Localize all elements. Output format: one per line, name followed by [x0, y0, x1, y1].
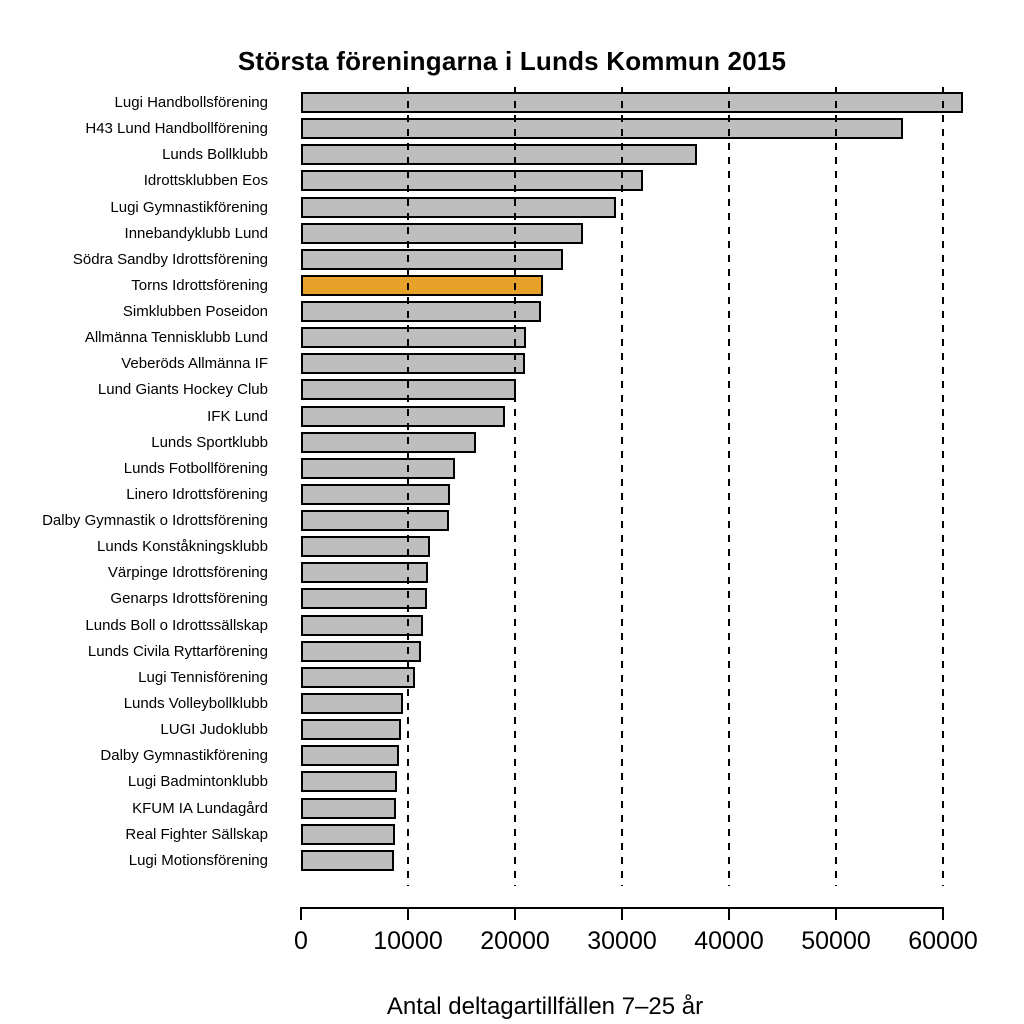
x-tick-label: 10000 — [373, 927, 443, 955]
gridline-40000 — [728, 87, 730, 886]
category-label: Lugi Badmintonklubb — [127, 773, 268, 790]
category-label: Dalby Gymnastikförening — [100, 747, 268, 764]
bar — [301, 693, 403, 714]
chart-title: Största föreningarna i Lunds Kommun 2015 — [237, 46, 787, 76]
bar — [301, 641, 421, 662]
x-tick — [835, 908, 837, 920]
gridline-60000 — [942, 87, 944, 886]
category-label: Lunds Fotbollförening — [123, 460, 268, 477]
category-label: Innebandyklubb Lund — [124, 225, 268, 242]
gridline-20000 — [514, 87, 516, 886]
category-label: Södra Sandby Idrottsförening — [72, 251, 268, 268]
bar — [301, 824, 395, 845]
category-label: Veberöds Allmänna IF — [121, 355, 268, 372]
bar — [301, 798, 396, 819]
category-label: Lunds Konståkningsklubb — [97, 538, 268, 555]
category-label: Värpinge Idrottsförening — [107, 564, 268, 581]
bar — [301, 249, 563, 270]
bar — [301, 719, 401, 740]
category-label: Real Fighter Sällskap — [125, 826, 268, 843]
bar — [301, 118, 903, 139]
bar — [301, 615, 423, 636]
bar — [301, 92, 963, 113]
category-label: H43 Lund Handbollförening — [85, 120, 268, 137]
category-label: Lugi Tennisförening — [138, 669, 268, 686]
x-tick — [300, 908, 302, 920]
bar — [301, 458, 455, 479]
bar — [301, 406, 505, 427]
bar — [301, 223, 583, 244]
x-tick-label: 40000 — [694, 927, 764, 955]
x-tick — [514, 908, 516, 920]
bar — [301, 432, 476, 453]
gridline-30000 — [621, 87, 623, 886]
category-label: IFK Lund — [207, 408, 268, 425]
category-label: Lugi Handbollsförening — [114, 94, 268, 111]
bar — [301, 484, 450, 505]
category-label: Lunds Bollklubb — [162, 146, 268, 163]
category-label: Simklubben Poseidon — [122, 303, 268, 320]
gridline-10000 — [407, 87, 409, 886]
x-tick — [942, 908, 944, 920]
x-tick-label: 20000 — [480, 927, 550, 955]
category-label: Lunds Volleybollklubb — [123, 695, 268, 712]
category-label: KFUM IA Lundagård — [132, 800, 268, 817]
x-tick-label: 50000 — [801, 927, 871, 955]
bar — [301, 327, 526, 348]
bar — [301, 170, 643, 191]
category-label: Lugi Gymnastikförening — [110, 199, 268, 216]
bar — [301, 771, 397, 792]
category-label: Lund Giants Hockey Club — [97, 381, 268, 398]
bar — [301, 144, 697, 165]
x-tick — [728, 908, 730, 920]
bar — [301, 301, 541, 322]
x-tick — [407, 908, 409, 920]
bar — [301, 745, 399, 766]
x-tick-label: 0 — [294, 927, 308, 955]
category-label: Genarps Idrottsförening — [110, 590, 268, 607]
x-tick — [621, 908, 623, 920]
category-label: Torns Idrottsförening — [131, 277, 268, 294]
category-label: Linero Idrottsförening — [126, 486, 268, 503]
bar-highlighted — [301, 275, 543, 296]
category-label: Lunds Boll o Idrottssällskap — [85, 617, 268, 634]
category-label: Lunds Sportklubb — [151, 434, 268, 451]
category-label: Allmänna Tennisklubb Lund — [84, 329, 268, 346]
category-label: Lugi Motionsförening — [128, 852, 268, 869]
bar — [301, 850, 394, 871]
category-label: Lunds Civila Ryttarförening — [87, 643, 268, 660]
bar — [301, 667, 415, 688]
x-tick-label: 60000 — [908, 927, 978, 955]
bar — [301, 510, 449, 531]
x-axis-title: Antal deltagartillfällen 7–25 år — [386, 993, 704, 1020]
gridline-50000 — [835, 87, 837, 886]
category-label: Idrottsklubben Eos — [143, 172, 268, 189]
bar — [301, 536, 430, 557]
bar — [301, 197, 616, 218]
category-label: Dalby Gymnastik o Idrottsförening — [42, 512, 268, 529]
category-label: LUGI Judoklubb — [160, 721, 268, 738]
bar — [301, 353, 525, 374]
x-tick-label: 30000 — [587, 927, 657, 955]
